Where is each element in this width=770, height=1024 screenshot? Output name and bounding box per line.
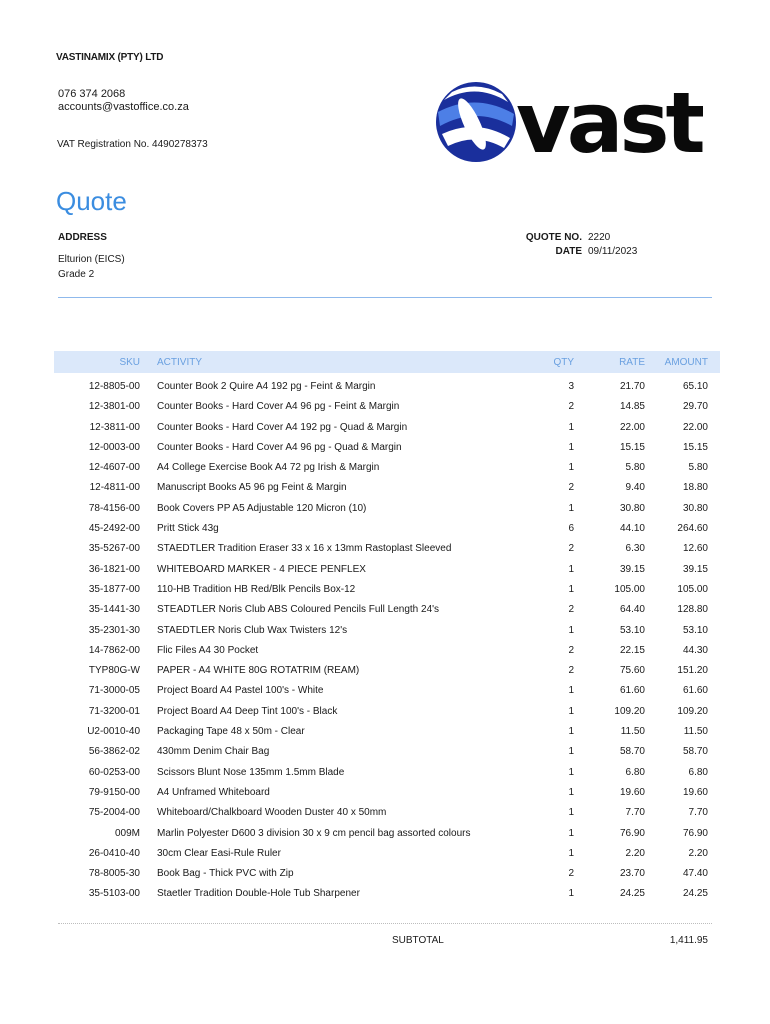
cell-rate: 14.85: [619, 401, 645, 413]
header-divider: [58, 297, 712, 298]
cell-qty: 1: [568, 847, 574, 859]
cell-sku: 71-3000-05: [88, 685, 140, 697]
cell-activity: Whiteboard/Chalkboard Wooden Duster 40 x 50mm: [157, 807, 387, 819]
table-row: [54, 519, 720, 539]
cell-rate: 11.50: [620, 726, 645, 738]
cell-amount: 264.60: [677, 523, 708, 535]
address-label: ADDRESS: [58, 232, 107, 243]
cell-qty: 2: [568, 868, 574, 880]
cell-qty: 1: [568, 827, 574, 839]
table-row: [54, 702, 720, 722]
table-row: [54, 621, 720, 641]
date-value: 09/11/2023: [588, 246, 638, 257]
logo-wordmark: vast: [516, 74, 702, 168]
cell-rate: 21.70: [619, 381, 645, 392]
cell-sku: 009M: [114, 827, 140, 839]
cell-qty: 1: [568, 685, 574, 697]
cell-qty: 1: [568, 705, 574, 717]
cell-qty: 2: [568, 644, 574, 656]
cell-qty: 1: [568, 441, 574, 453]
cell-rate: 30.80: [619, 502, 645, 514]
cell-amount: 30.80: [682, 502, 708, 514]
table-row: [54, 742, 720, 762]
cell-amount: 24.25: [682, 888, 708, 900]
cell-amount: 151.20: [677, 665, 708, 677]
cell-activity: 110-HB Tradition HB Red/Blk Pencils Box-12: [157, 583, 356, 595]
cell-amount: 109.20: [677, 705, 708, 717]
cell-qty: 1: [568, 807, 574, 819]
cell-rate: 2.20: [625, 847, 645, 859]
cell-activity: 430mm Denim Chair Bag: [157, 746, 270, 758]
cell-sku: U2-0010-40: [87, 726, 140, 738]
cell-rate: 109.20: [614, 705, 645, 717]
cell-rate: 23.70: [619, 868, 645, 880]
cell-amount: 53.10: [682, 624, 708, 636]
cell-activity: A4 Unframed Whiteboard: [157, 786, 270, 798]
cell-sku: 12-3801-00: [88, 401, 140, 413]
cell-rate: 53.10: [619, 624, 645, 636]
cell-sku: 79-9150-00: [88, 786, 140, 798]
cell-amount: 47.40: [682, 868, 708, 880]
cell-amount: 44.30: [682, 644, 708, 656]
cell-qty: 1: [568, 624, 574, 636]
cell-activity: Flic Files A4 30 Pocket: [157, 644, 259, 656]
cell-qty: 1: [568, 563, 574, 575]
subtotal-divider: [58, 923, 712, 924]
cell-activity: STAEDTLER Tradition Eraser 33 x 16 x 13mm Rastoplast Sleeved: [157, 543, 452, 555]
table-row: [54, 824, 720, 844]
quote-meta: [480, 231, 640, 259]
table-row: [54, 499, 720, 519]
table-row: [54, 580, 720, 600]
table-row: [54, 539, 720, 559]
quote-no-label: QUOTE NO.: [525, 232, 582, 243]
table-row: [54, 397, 720, 417]
cell-amount: 76.90: [682, 827, 708, 839]
cell-activity: Pritt Stick 43g: [157, 523, 219, 535]
cell-qty: 1: [568, 786, 574, 798]
cell-qty: 1: [568, 888, 574, 900]
cell-activity: Packaging Tape 48 x 50m - Clear: [157, 726, 305, 738]
cell-activity: A4 College Exercise Book A4 72 pg Irish & Margin: [157, 462, 380, 474]
cell-qty: 2: [568, 604, 574, 616]
cell-sku: 14-7862-00: [88, 644, 140, 656]
header-amount: AMOUNT: [664, 357, 708, 368]
cell-amount: 65.10: [682, 381, 708, 392]
table-row: [54, 560, 720, 580]
cell-activity: Counter Books - Hard Cover A4 192 pg - Quad & Margin: [157, 421, 408, 433]
cell-amount: 2.20: [688, 847, 708, 859]
cell-amount: 18.80: [682, 482, 708, 494]
table-row: [54, 377, 720, 397]
cell-rate: 6.30: [625, 543, 645, 555]
globe-icon: [436, 82, 516, 162]
cell-rate: 64.40: [619, 604, 645, 616]
cell-sku: 36-1821-00: [88, 563, 140, 575]
table-row: [54, 478, 720, 498]
cell-sku: 35-5267-00: [88, 543, 140, 555]
cell-qty: 1: [568, 462, 574, 474]
company-email[interactable]: accounts@vastoffice.co.za: [58, 101, 189, 113]
cell-qty: 1: [568, 766, 574, 778]
cell-rate: 9.40: [625, 482, 645, 494]
header-sku: SKU: [119, 357, 140, 368]
cell-qty: 1: [568, 421, 574, 433]
cell-activity: Counter Book 2 Quire A4 192 pg - Feint & Margin: [157, 381, 376, 392]
cell-amount: 58.70: [682, 746, 708, 758]
cell-activity: STAEDTLER Noris Club Wax Twisters 12's: [157, 624, 348, 636]
vast-logo: [428, 72, 703, 168]
cell-activity: 30cm Clear Easi-Rule Ruler: [157, 847, 281, 859]
document-title: Quote: [56, 186, 127, 216]
table-row: [54, 641, 720, 661]
cell-sku: 12-3811-00: [89, 421, 140, 433]
cell-activity: STEADTLER Noris Club ABS Coloured Pencils Full Length 24's: [157, 604, 440, 616]
cell-sku: 75-2004-00: [88, 807, 140, 819]
cell-amount: 15.15: [682, 441, 708, 453]
cell-rate: 24.25: [619, 888, 645, 900]
cell-activity: Manuscript Books A5 96 pg Feint & Margin: [157, 482, 347, 494]
cell-rate: 22.00: [619, 421, 645, 433]
table-row: [54, 884, 720, 904]
cell-amount: 12.60: [682, 543, 708, 555]
company-name: VASTINAMIX (PTY) LTD: [56, 52, 164, 63]
cell-rate: 39.15: [619, 563, 645, 575]
cell-sku: TYP80G-W: [88, 665, 140, 677]
cell-sku: 78-8005-30: [88, 868, 140, 880]
address-line: Elturion (EICS): [58, 254, 125, 265]
cell-amount: 22.00: [682, 421, 708, 433]
cell-rate: 105.00: [614, 583, 645, 595]
cell-qty: 2: [568, 543, 574, 555]
cell-sku: 12-8805-00: [88, 381, 140, 392]
cell-rate: 6.80: [625, 766, 645, 778]
quote-no-value: 2220: [588, 232, 611, 243]
company-phone: 076 374 2068: [58, 88, 126, 100]
table-row: [54, 803, 720, 823]
cell-amount: 128.80: [677, 604, 708, 616]
table-row: [54, 418, 720, 438]
cell-sku: 12-0003-00: [88, 441, 140, 453]
cell-sku: 12-4811-00: [89, 482, 140, 494]
cell-sku: 71-3200-01: [88, 705, 140, 717]
cell-rate: 19.60: [619, 786, 645, 798]
table-row: [54, 763, 720, 783]
cell-qty: 1: [568, 502, 574, 514]
cell-activity: Book Bag - Thick PVC with Zip: [157, 868, 294, 880]
cell-sku: 26-0410-40: [88, 847, 140, 859]
cell-amount: 6.80: [688, 766, 708, 778]
table-row: [54, 458, 720, 478]
cell-rate: 44.10: [619, 523, 645, 535]
address-block: [58, 252, 125, 282]
subtotal-value: 1,411.95: [669, 935, 708, 946]
cell-qty: 2: [568, 401, 574, 413]
cell-qty: 3: [568, 381, 574, 392]
cell-activity: Counter Books - Hard Cover A4 96 pg - Feint & Margin: [157, 401, 400, 413]
cell-amount: 19.60: [682, 786, 708, 798]
table-header: [54, 351, 720, 373]
vat-registration: VAT Registration No. 4490278373: [57, 139, 208, 150]
cell-sku: 35-2301-30: [88, 624, 140, 636]
cell-sku: 60-0253-00: [88, 766, 140, 778]
cell-rate: 15.15: [619, 441, 645, 453]
cell-amount: 5.80: [688, 462, 708, 474]
cell-qty: 1: [568, 583, 574, 595]
cell-amount: 39.15: [682, 563, 708, 575]
cell-qty: 2: [568, 482, 574, 494]
table-row: [54, 864, 720, 884]
cell-activity: Project Board A4 Pastel 100's - White: [157, 685, 324, 697]
date-label: DATE: [555, 246, 582, 257]
address-line: Grade 2: [58, 269, 95, 280]
cell-amount: 29.70: [682, 401, 708, 413]
cell-rate: 61.60: [619, 685, 645, 697]
cell-qty: 6: [568, 523, 574, 535]
table-row: [54, 681, 720, 701]
cell-activity: PAPER - A4 WHITE 80G ROTATRIM (REAM): [157, 665, 360, 677]
cell-sku: 45-2492-00: [88, 523, 140, 535]
cell-amount: 7.70: [688, 807, 708, 819]
cell-sku: 35-5103-00: [88, 888, 140, 900]
cell-amount: 105.00: [677, 583, 708, 595]
contact-block: [58, 88, 189, 114]
cell-activity: Counter Books - Hard Cover A4 96 pg - Quad & Margin: [157, 441, 402, 453]
cell-qty: 1: [568, 746, 574, 758]
cell-rate: 76.90: [619, 827, 645, 839]
table-row: [54, 783, 720, 803]
cell-activity: Book Covers PP A5 Adjustable 120 Micron (10): [157, 502, 367, 514]
cell-rate: 75.60: [619, 665, 645, 677]
table-row: [54, 722, 720, 742]
cell-activity: Project Board A4 Deep Tint 100's - Black: [157, 705, 338, 717]
cell-amount: 11.50: [683, 726, 708, 738]
header-rate: RATE: [619, 357, 645, 368]
cell-activity: WHITEBOARD MARKER - 4 PIECE PENFLEX: [157, 563, 366, 575]
cell-sku: 56-3862-02: [88, 746, 140, 758]
subtotal-label: SUBTOTAL: [392, 935, 444, 946]
header-activity: ACTIVITY: [157, 357, 203, 368]
cell-activity: Staetler Tradition Double-Hole Tub Sharpener: [157, 888, 360, 900]
cell-rate: 7.70: [625, 807, 645, 819]
cell-sku: 12-4607-00: [88, 462, 140, 474]
table-row: [54, 600, 720, 620]
table-row: [54, 844, 720, 864]
cell-activity: Scissors Blunt Nose 135mm 1.5mm Blade: [157, 766, 345, 778]
cell-qty: 1: [568, 726, 574, 738]
cell-rate: 22.15: [619, 644, 645, 656]
header-qty: QTY: [553, 357, 574, 368]
line-items: [54, 377, 720, 905]
cell-rate: 5.80: [625, 462, 645, 474]
cell-qty: 2: [568, 665, 574, 677]
cell-activity: Marlin Polyester D600 3 division 30 x 9 cm pencil bag assorted colours: [157, 827, 471, 839]
cell-sku: 78-4156-00: [88, 502, 140, 514]
table-row: [54, 661, 720, 681]
cell-amount: 61.60: [682, 685, 708, 697]
table-row: [54, 438, 720, 458]
cell-sku: 35-1441-30: [88, 604, 140, 616]
cell-rate: 58.70: [619, 746, 645, 758]
cell-sku: 35-1877-00: [88, 583, 140, 595]
